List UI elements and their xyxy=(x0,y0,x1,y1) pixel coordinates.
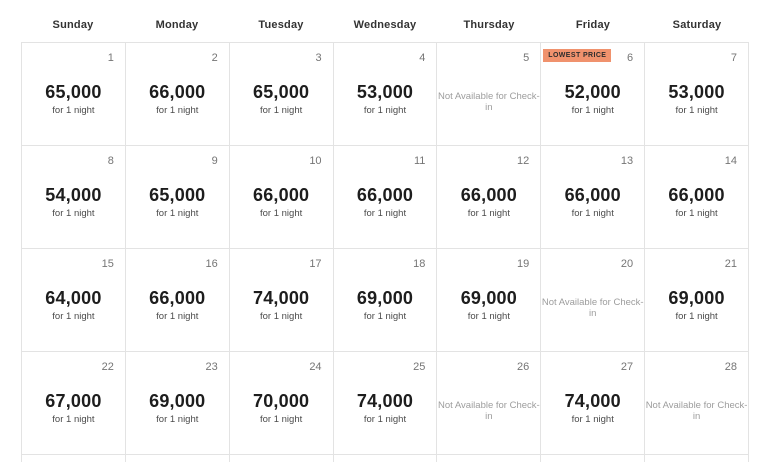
per-night-label: for 1 night xyxy=(571,413,614,425)
price-block xyxy=(645,83,748,116)
price-block xyxy=(437,186,540,219)
per-night-label: for 1 night xyxy=(363,413,407,425)
weekday-header-row xyxy=(21,19,749,31)
price-block xyxy=(22,392,125,425)
price-value: 66,000 xyxy=(668,185,725,205)
calendar-day-cell[interactable] xyxy=(645,146,749,249)
per-night-label: for 1 night xyxy=(467,310,510,322)
price-block xyxy=(645,186,748,219)
per-night-label: for 1 night xyxy=(260,207,303,219)
per-night-label: for 1 night xyxy=(156,104,199,116)
price-value: 67,000 xyxy=(45,391,102,411)
price-block xyxy=(334,83,437,116)
day-number: 19 xyxy=(517,258,530,270)
price-block xyxy=(126,392,229,425)
price-block xyxy=(230,289,333,322)
price-block xyxy=(334,289,437,322)
price-block xyxy=(126,186,229,219)
price-value: 69,000 xyxy=(356,288,414,308)
calendar-grid xyxy=(21,42,749,462)
unavailable-label: Not Available for Check-in xyxy=(541,297,644,319)
calendar-day-cell[interactable] xyxy=(126,146,230,249)
per-night-label: for 1 night xyxy=(52,310,95,322)
day-number: 2 xyxy=(211,52,218,64)
calendar-day-cell[interactable] xyxy=(22,249,126,352)
per-night-label: for 1 night xyxy=(156,207,199,219)
day-number: 8 xyxy=(107,155,114,167)
price-block xyxy=(22,186,125,219)
price-value: 74,000 xyxy=(564,391,621,411)
price-block xyxy=(22,289,125,322)
calendar-day-cell xyxy=(437,43,541,146)
price-block xyxy=(334,392,437,425)
weekday-label-saturday: Saturday xyxy=(672,19,722,31)
day-number: 26 xyxy=(517,361,530,373)
per-night-label: for 1 night xyxy=(260,104,303,116)
calendar-day-cell[interactable] xyxy=(126,43,230,146)
calendar-day-cell[interactable] xyxy=(334,352,438,455)
price-value: 70,000 xyxy=(253,391,310,411)
calendar-day-cell[interactable] xyxy=(541,352,645,455)
per-night-label: for 1 night xyxy=(52,207,95,219)
calendar-day-cell-partial xyxy=(437,455,541,462)
day-number: 14 xyxy=(724,155,737,167)
per-night-label: for 1 night xyxy=(675,207,718,219)
calendar-day-cell[interactable] xyxy=(230,43,334,146)
weekday-label-tuesday: Tuesday xyxy=(258,19,304,31)
price-block xyxy=(541,186,644,219)
calendar-day-cell[interactable] xyxy=(22,146,126,249)
price-value: 74,000 xyxy=(253,288,310,308)
per-night-label: for 1 night xyxy=(363,207,407,219)
per-night-label: for 1 night xyxy=(156,310,199,322)
weekday-label-sunday: Sunday xyxy=(52,19,94,31)
per-night-label: for 1 night xyxy=(675,104,718,116)
price-block xyxy=(126,83,229,116)
price-block xyxy=(22,83,125,116)
unavailable-label: Not Available for Check-in xyxy=(437,91,540,113)
price-value: 66,000 xyxy=(149,288,206,308)
calendar-day-cell-partial xyxy=(22,455,126,462)
day-number: 24 xyxy=(309,361,322,373)
per-night-label: for 1 night xyxy=(156,413,199,425)
calendar-day-cell-partial xyxy=(126,455,230,462)
calendar-day-cell[interactable] xyxy=(645,249,749,352)
calendar-day-cell[interactable] xyxy=(334,43,438,146)
per-night-label: for 1 night xyxy=(467,207,510,219)
weekday-label-thursday: Thursday xyxy=(463,19,515,31)
day-number: 12 xyxy=(517,155,530,167)
price-block xyxy=(126,289,229,322)
calendar-day-cell[interactable] xyxy=(230,249,334,352)
per-night-label: for 1 night xyxy=(260,310,303,322)
price-value: 66,000 xyxy=(460,185,517,205)
day-number: 11 xyxy=(414,155,426,167)
price-block xyxy=(230,392,333,425)
day-number: 4 xyxy=(419,52,426,64)
price-block xyxy=(437,289,540,322)
day-number: 6 xyxy=(627,52,634,64)
price-value: 69,000 xyxy=(460,288,517,308)
calendar-day-cell-partial xyxy=(334,455,438,462)
day-number: 3 xyxy=(315,52,322,64)
calendar-day-cell xyxy=(645,352,749,455)
price-block xyxy=(645,289,748,322)
day-number: 23 xyxy=(205,361,218,373)
per-night-label: for 1 night xyxy=(571,207,614,219)
calendar-day-cell[interactable] xyxy=(334,249,438,352)
day-number: 9 xyxy=(211,155,218,167)
day-number: 5 xyxy=(523,52,530,64)
calendar-day-cell-partial xyxy=(230,455,334,462)
calendar-day-cell[interactable] xyxy=(230,352,334,455)
day-number: 17 xyxy=(309,258,322,270)
calendar-day-cell[interactable] xyxy=(437,146,541,249)
per-night-label: for 1 night xyxy=(260,413,303,425)
price-value: 65,000 xyxy=(45,82,102,102)
price-value: 69,000 xyxy=(149,391,206,411)
calendar-day-cell[interactable] xyxy=(126,352,230,455)
calendar-day-cell[interactable] xyxy=(437,249,541,352)
calendar-day-cell[interactable] xyxy=(645,43,749,146)
price-value: 53,000 xyxy=(356,82,414,102)
calendar-day-cell[interactable] xyxy=(541,146,645,249)
per-night-label: for 1 night xyxy=(571,104,614,116)
per-night-label: for 1 night xyxy=(363,310,407,322)
calendar-day-cell xyxy=(437,352,541,455)
per-night-label: for 1 night xyxy=(675,310,718,322)
price-value: 65,000 xyxy=(253,82,310,102)
per-night-label: for 1 night xyxy=(363,104,407,116)
price-value: 64,000 xyxy=(45,288,102,308)
day-number: 27 xyxy=(620,361,634,373)
day-number: 7 xyxy=(730,52,737,64)
price-block xyxy=(230,83,333,116)
price-value: 66,000 xyxy=(149,82,206,102)
calendar-day-cell[interactable] xyxy=(126,249,230,352)
per-night-label: for 1 night xyxy=(52,413,95,425)
weekday-label-wednesday: Wednesday xyxy=(353,19,417,31)
day-number: 22 xyxy=(101,361,114,373)
day-number: 13 xyxy=(620,155,634,167)
day-number: 21 xyxy=(724,258,737,270)
weekday-label-monday: Monday xyxy=(155,19,199,31)
day-number: 10 xyxy=(309,155,322,167)
price-block xyxy=(230,186,333,219)
price-value: 53,000 xyxy=(668,82,725,102)
price-value: 54,000 xyxy=(45,185,102,205)
price-value: 66,000 xyxy=(356,185,414,205)
calendar-day-cell-partial xyxy=(645,455,749,462)
lowest-price-badge: LOWEST PRICE xyxy=(543,49,611,62)
price-block xyxy=(541,392,644,425)
day-number: 20 xyxy=(620,258,634,270)
calendar-day-cell[interactable] xyxy=(22,43,126,146)
per-night-label: for 1 night xyxy=(52,104,95,116)
calendar-day-cell[interactable] xyxy=(230,146,334,249)
price-block xyxy=(334,186,437,219)
day-number: 18 xyxy=(413,258,426,270)
unavailable-label: Not Available for Check-in xyxy=(645,400,748,422)
price-value: 66,000 xyxy=(564,185,621,205)
calendar-day-cell[interactable] xyxy=(541,43,645,146)
day-number: 16 xyxy=(205,258,218,270)
day-number: 28 xyxy=(724,361,737,373)
price-calendar xyxy=(21,0,749,462)
day-number: 1 xyxy=(107,52,114,64)
price-value: 65,000 xyxy=(149,185,206,205)
day-number: 25 xyxy=(413,361,426,373)
day-number: 15 xyxy=(101,258,114,270)
weekday-label-friday: Friday xyxy=(575,19,611,31)
price-value: 69,000 xyxy=(668,288,725,308)
price-value: 74,000 xyxy=(356,391,414,411)
calendar-day-cell[interactable] xyxy=(334,146,438,249)
price-value: 52,000 xyxy=(564,82,621,102)
price-block xyxy=(541,83,644,116)
calendar-day-cell-partial xyxy=(541,455,645,462)
calendar-day-cell[interactable] xyxy=(22,352,126,455)
unavailable-label: Not Available for Check-in xyxy=(437,400,540,422)
price-value: 66,000 xyxy=(253,185,310,205)
calendar-day-cell xyxy=(541,249,645,352)
